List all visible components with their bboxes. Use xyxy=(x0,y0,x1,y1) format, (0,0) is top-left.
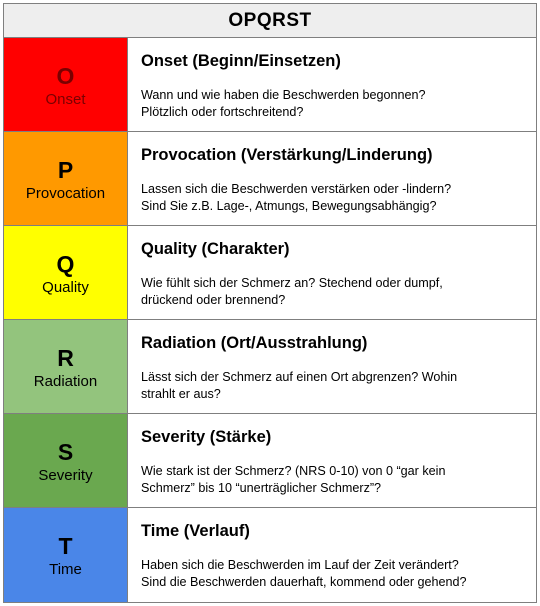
row-description xyxy=(141,275,526,309)
row-heading: Onset (Beginn/Einsetzen) xyxy=(141,52,341,70)
letter-word: Severity xyxy=(38,466,93,484)
text-cell xyxy=(128,226,536,319)
letter-cell xyxy=(4,132,128,225)
text-cell xyxy=(128,132,536,225)
description-line: Plötzlich oder fortschreitend? xyxy=(141,105,304,119)
description-line: Lässt sich der Schmerz auf einen Ort abgrenzen? Wohin xyxy=(141,370,458,384)
letter-cell xyxy=(4,38,128,131)
row-provocation xyxy=(4,132,536,226)
letter-word: Radiation xyxy=(33,372,98,390)
row-onset xyxy=(4,38,536,132)
row-radiation xyxy=(4,320,536,414)
row-description xyxy=(141,181,526,215)
description-line: drückend oder brennend? xyxy=(141,293,286,307)
row-description xyxy=(141,87,526,121)
opqrst-table xyxy=(3,3,537,603)
letter: S xyxy=(57,438,74,465)
row-heading: Quality (Charakter) xyxy=(141,240,290,258)
description-line: Haben sich die Beschwerden im Lauf der Zeit verändert? xyxy=(141,558,459,572)
description-line: strahlt er aus? xyxy=(141,387,221,401)
row-description xyxy=(141,557,526,591)
text-cell xyxy=(128,320,536,413)
letter: T xyxy=(58,533,73,559)
row-description xyxy=(141,369,526,403)
description-line: Sind Sie z.B. Lage-, Atmungs, Bewegungsabhängig? xyxy=(141,199,437,213)
letter-cell xyxy=(4,508,128,602)
letter-word: Quality xyxy=(42,278,89,296)
letter: R xyxy=(57,344,74,371)
row-severity xyxy=(4,414,536,508)
table-title: OPQRST xyxy=(4,4,536,38)
row-heading: Radiation (Ort/Ausstrahlung) xyxy=(141,334,368,352)
letter-cell xyxy=(4,414,128,507)
description-line: Sind die Beschwerden dauerhaft, kommend oder gehend? xyxy=(141,575,467,589)
row-description xyxy=(141,463,526,497)
letter-word: Provocation xyxy=(25,184,106,202)
description-line: Lassen sich die Beschwerden verstärken oder -lindern? xyxy=(141,182,452,196)
letter-cell xyxy=(4,320,128,413)
text-cell xyxy=(128,38,536,131)
description-line: Wie fühlt sich der Schmerz an? Stechend oder dumpf, xyxy=(141,276,443,290)
row-heading: Provocation (Verstärkung/Linderung) xyxy=(141,146,433,164)
text-cell xyxy=(128,508,536,602)
letter: Q xyxy=(56,250,75,277)
letter-word: Time xyxy=(49,561,82,578)
row-heading: Time (Verlauf) xyxy=(141,522,250,540)
row-quality xyxy=(4,226,536,320)
letter: O xyxy=(56,62,75,89)
text-cell xyxy=(128,414,536,507)
description-line: Schmerz” bis 10 “unerträglicher Schmerz”? xyxy=(141,481,382,495)
row-time xyxy=(4,508,536,602)
letter-word: Onset xyxy=(45,90,86,108)
letter: P xyxy=(57,156,74,183)
description-line: Wie stark ist der Schmerz? (NRS 0-10) von 0 “gar kein xyxy=(141,464,446,478)
description-line: Wann und wie haben die Beschwerden begonnen? xyxy=(141,88,426,102)
letter-cell xyxy=(4,226,128,319)
row-heading: Severity (Stärke) xyxy=(141,428,272,446)
